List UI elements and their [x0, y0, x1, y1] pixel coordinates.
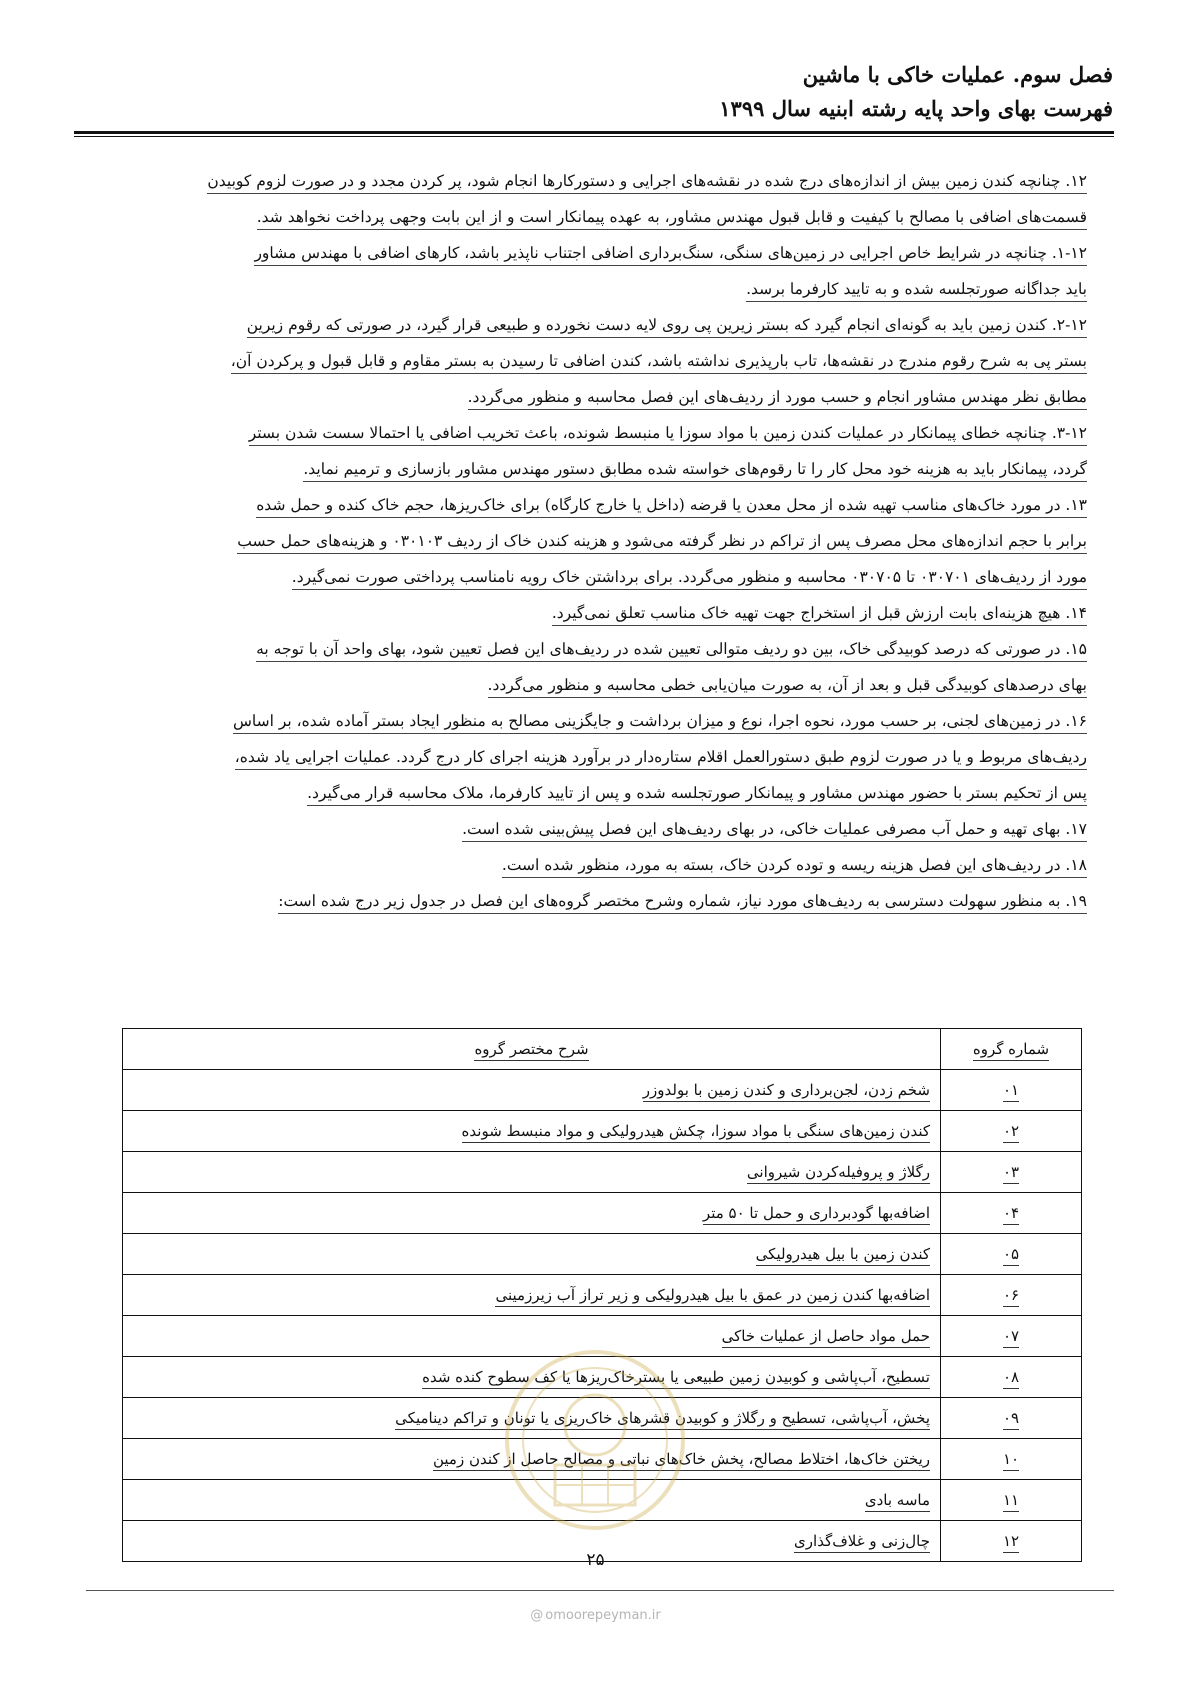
paragraph-line: بهای درصدهای کوبیدگی قبل و بعد از آن، به صورت میان‌یابی خطی محاسبه و منظور می‌گردد. [488, 676, 1087, 698]
group-description-cell: اضافه‌بها کندن زمین در عمق با بیل هیدرولیکی و زیر تراز آب زیرزمینی [123, 1275, 941, 1316]
paragraph-line: باید جداگانه صورتجلسه شده و به تایید کارفرما برسد. [746, 280, 1087, 302]
paragraph-line: ۱-۱۲. چنانچه در شرایط خاص اجرایی در زمین‌های سنگی، سنگ‌برداری اضافی اجتناب ناپذیر باشد، کارهای اضافی با مهندس مشاور [254, 244, 1087, 266]
paragraph [86, 883, 1087, 919]
table-row [123, 1070, 1082, 1111]
header-rule-thin [74, 136, 1114, 137]
group-number-cell: ۰۷ [941, 1316, 1082, 1357]
page-number: ۲۵ [586, 1550, 605, 1570]
group-description-cell: پخش، آب‌پاشی، تسطیح و رگلاژ و کوبیدن قشرهای خاک‌ریزی یا تونان و تراکم دینامیکی [123, 1398, 941, 1439]
group-number-cell: ۰۲ [941, 1111, 1082, 1152]
group-description-cell: اضافه‌بها گودبرداری و حمل تا ۵۰ متر [123, 1193, 941, 1234]
paragraph [86, 811, 1087, 847]
watermark-text: omoorepeyman.ir [545, 1608, 661, 1623]
group-number-cell: ۰۸ [941, 1357, 1082, 1398]
paragraph [86, 847, 1087, 883]
group-number-cell: ۰۳ [941, 1152, 1082, 1193]
paragraph-line: ۱۶. در زمین‌های لجنی، بر حسب مورد، نحوه اجرا، نوع و میزان برداشت و جایگزینی مصالح به منظور ایجاد بستر آماده شده، بر اساس [233, 712, 1087, 734]
group-description-cell: تسطیح، آب‌پاشی و کوبیدن زمین طبیعی یا بسترخاک‌ریزها یا کف سطوح کنده شده [123, 1357, 941, 1398]
paragraph-line: ۱۷. بهای تهیه و حمل آب مصرفی عملیات خاکی، در بهای ردیف‌های این فصل پیش‌بینی شده است. [462, 820, 1087, 842]
footer-rule [86, 1590, 1114, 1591]
group-description-cell: ریختن خاک‌ها، اختلاط مصالح، پخش خاک‌های نباتی و مصالح حاصل از کندن زمین [123, 1439, 941, 1480]
table-row [123, 1193, 1082, 1234]
paragraph [86, 235, 1087, 307]
paragraph-line: ۳-۱۲. چنانچه خطای پیمانکار در عملیات کندن زمین با مواد سوزا یا منبسط شونده، باعث تخریب اضافی یا احتمالا سست شدن بستر [249, 424, 1087, 446]
paragraph [86, 487, 1087, 595]
group-number-cell: ۱۱ [941, 1480, 1082, 1521]
paragraph-line: مطابق نظر مهندس مشاور انجام و حسب مورد از ردیف‌های این فصل محاسبه و منظور می‌گردد. [468, 388, 1087, 410]
group-description-cell: چال‌زنی و غلاف‌گذاری [123, 1521, 941, 1562]
group-description-cell: کندن زمین با بیل هیدرولیکی [123, 1234, 941, 1275]
group-number-cell: ۰۹ [941, 1398, 1082, 1439]
paragraph [86, 631, 1087, 703]
table-header-row [123, 1029, 1082, 1070]
table-row [123, 1234, 1082, 1275]
chapter-title: فصل سوم. عملیات خاکی با ماشین [802, 62, 1113, 87]
header-group-description: شرح مختصر گروه [123, 1029, 941, 1070]
group-number-cell: ۱۰ [941, 1439, 1082, 1480]
paragraph-line: ۲-۱۲. کندن زمین باید به گونه‌ای انجام گیرد که بستر زیرین پی روی لایه دست نخورده و طبیعی قرار گیرد، در صورتی که رقوم زیرین [247, 316, 1087, 338]
paragraph-line: ۱۵. در صورتی که درصد کوبیدگی خاک، بین دو ردیف متوالی تعیین شده در ردیف‌های این فصل تعیین شود، بهای واحد آن با توجه به [256, 640, 1087, 662]
paragraph-line: مورد از ردیف‌های ۰۳۰۷۰۱ تا ۰۳۰۷۰۵ محاسبه و منظور می‌گردد. برای برداشتن خاک رویه نامناسب پرداختی صورت نمی‌گیرد. [292, 568, 1087, 590]
seal-watermark-icon [500, 1345, 690, 1535]
paragraph-line: ۱۸. در ردیف‌های این فصل هزینه ریسه و توده کردن خاک، بسته به مورد، منظور شده است. [502, 856, 1087, 878]
table-row [123, 1111, 1082, 1152]
paragraph-line: ۱۳. در مورد خاک‌های مناسب تهیه شده از محل معدن یا قرضه (داخل یا خارج کارگاه) برای خاک‌ریزها، حجم خاک کنده و حمل شده [256, 496, 1087, 518]
body-text [86, 163, 1087, 919]
paragraph-line: بستر پی به شرح رقوم مندرج در نقشه‌ها، تاب بارپذیری نداشته باشد، کندن اضافی تا رسیدن به بستر مقاوم و قابل قبول و پرکردن آن، [231, 352, 1087, 374]
paragraph [86, 595, 1087, 631]
paragraph-line: ۱۹. به منظور سهولت دسترسی به ردیف‌های مورد نیاز، شماره وشرح مختصر گروه‌های این فصل در جدول زیر درج شده است: [278, 892, 1087, 914]
paragraph-line: قسمت‌های اضافی با مصالح با کیفیت و قابل قبول مهندس مشاور، به عهده پیمانکار است و از این بابت وجهی پرداخت نخواهد شد. [257, 208, 1087, 230]
group-number-cell: ۰۴ [941, 1193, 1082, 1234]
paragraph [86, 307, 1087, 415]
paragraph [86, 415, 1087, 487]
group-description-cell: حمل مواد حاصل از عملیات خاکی [123, 1316, 941, 1357]
group-number-cell: ۰۵ [941, 1234, 1082, 1275]
group-number-cell: ۰۶ [941, 1275, 1082, 1316]
group-description-cell: کندن زمین‌های سنگی با مواد سوزا، چکش هیدرولیکی و مواد منبسط شونده [123, 1111, 941, 1152]
header-rule-thick [74, 131, 1114, 134]
group-description-cell: ماسه بادی [123, 1480, 941, 1521]
group-description-cell: شخم زدن، لجن‌برداری و کندن زمین با بولدوزر [123, 1070, 941, 1111]
paragraph-line: ردیف‌های مربوط و یا در صورت لزوم طبق دستورالعمل اقلام ستاره‌دار در برآورد هزینه اجرای کار درج گردد. عملیات اجرایی یاد شده، [235, 748, 1087, 770]
group-number-cell: ۱۲ [941, 1521, 1082, 1562]
table-row [123, 1275, 1082, 1316]
paragraph [86, 703, 1087, 811]
paragraph-line: پس از تحکیم بستر با حضور مهندس مشاور و پیمانکار صورتجلسه شده و پس از تایید کارفرما، ملاک محاسبه قرار می‌گیرد. [307, 784, 1087, 806]
paragraph-line: گردد، پیمانکار باید به هزینه خود محل کار را تا رقوم‌های خواسته شده مطابق دستور مهندس مشاور بازسازی و ترمیم نماید. [303, 460, 1087, 482]
paragraph-line: ۱۲. چنانچه کندن زمین بیش از اندازه‌های درج شده در نقشه‌های اجرایی و دستورکارها انجام شود، پر کردن مجدد و در صورت لزوم کوبیدن [207, 172, 1087, 194]
group-description-cell: رگلاژ و پروفیله‌کردن شیروانی [123, 1152, 941, 1193]
catalog-title: فهرست بهای واحد پایه رشته ابنیه سال ۱۳۹۹ [719, 96, 1113, 121]
footer-watermark [0, 1608, 1191, 1623]
paragraph [86, 163, 1087, 235]
paragraph-line: ۱۴. هیچ هزینه‌ای بابت ارزش قبل از استخراج جهت تهیه خاک مناسب تعلق نمی‌گیرد. [552, 604, 1087, 626]
at-icon: @ [530, 1608, 544, 1623]
header-group-number: شماره گروه [941, 1029, 1082, 1070]
page-header [78, 58, 1113, 126]
group-number-cell: ۰۱ [941, 1070, 1082, 1111]
table-row [123, 1152, 1082, 1193]
paragraph-line: برابر با حجم اندازه‌های محل مصرف پس از تراکم در نظر گرفته می‌شود و هزینه کندن خاک از ردیف ۰۳۰۱۰۳ و هزینه‌های حمل حسب [237, 532, 1087, 554]
